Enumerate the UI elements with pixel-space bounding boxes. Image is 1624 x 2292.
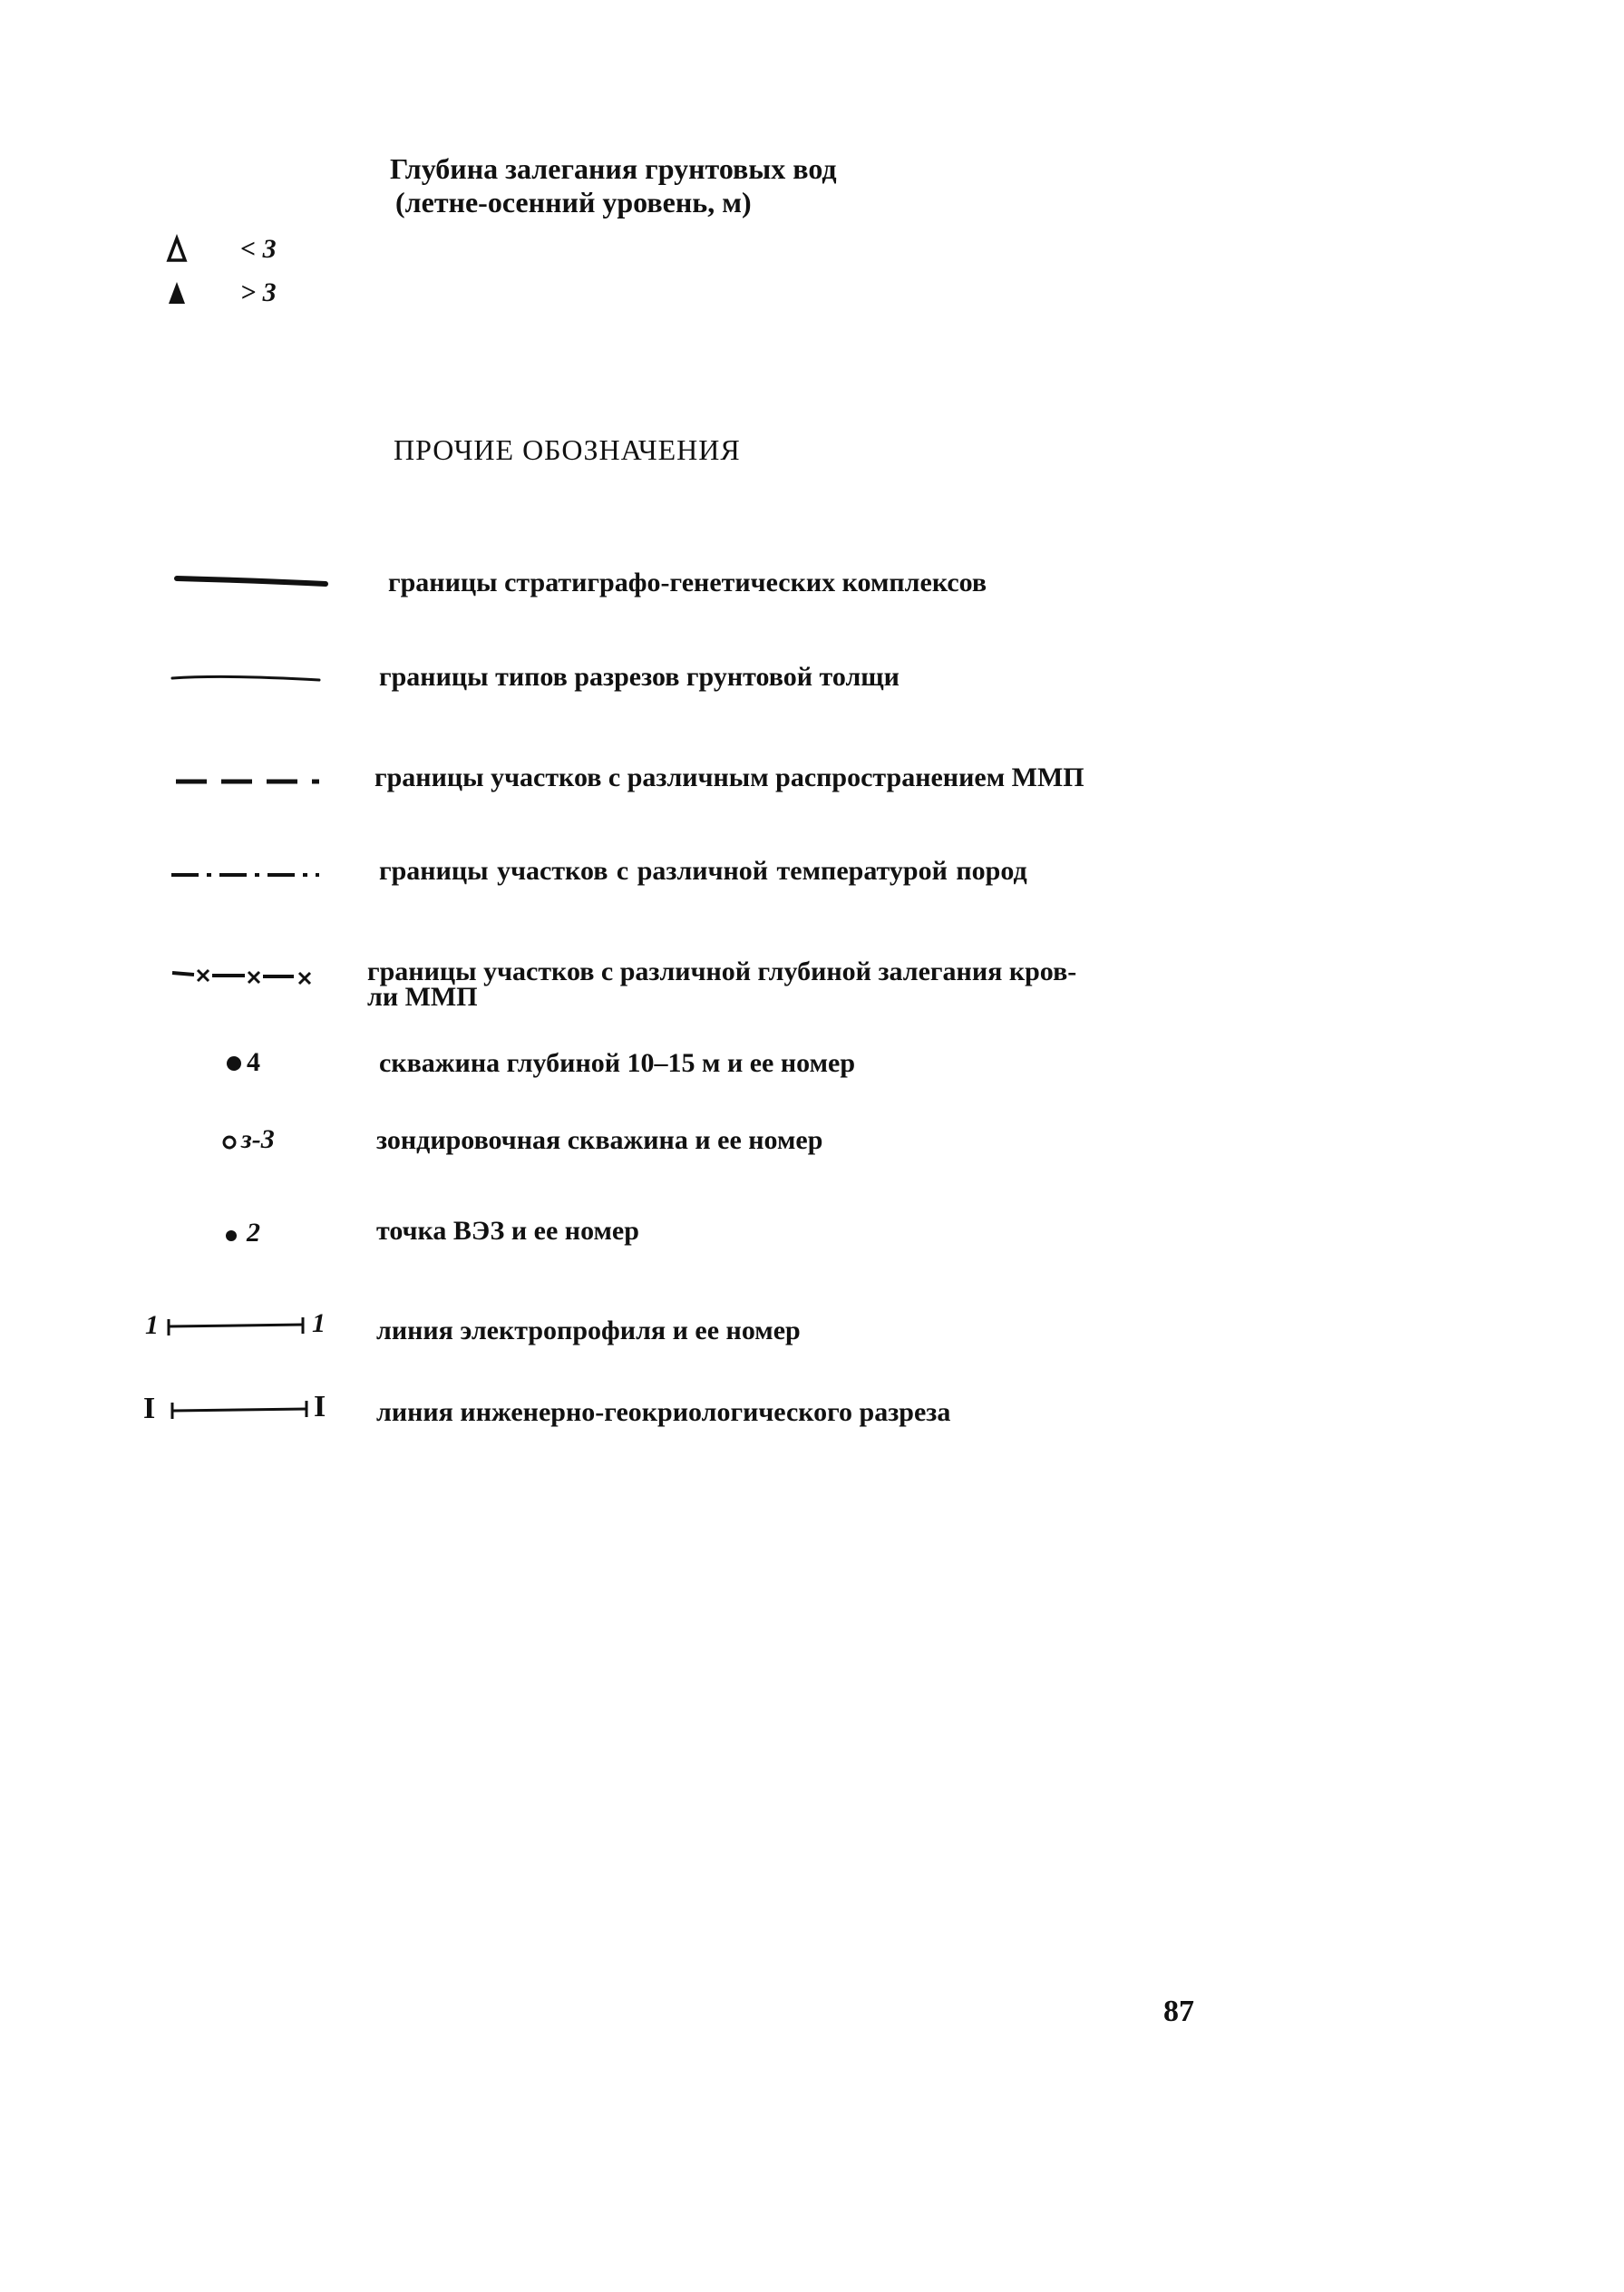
groundwater-title — [390, 152, 837, 219]
triangle-outline-icon — [166, 236, 188, 263]
section-line-number-right: I — [314, 1390, 326, 1423]
groundwater-value-2: > 3 — [240, 277, 277, 307]
section-line-number-left: I — [143, 1392, 156, 1425]
profile-line-number-left: 1 — [145, 1310, 159, 1340]
section-line-icon — [169, 1397, 314, 1424]
legend-label-ves-point: точка ВЭЗ и ее номер — [376, 1216, 639, 1246]
thin-line-icon — [170, 669, 325, 687]
dashed-line-icon — [174, 772, 328, 791]
thick-line-icon — [175, 573, 329, 591]
profile-line-number-right: 1 — [312, 1308, 326, 1338]
groundwater-value-1: < 3 — [240, 234, 277, 264]
legend-label-thin-line: границы типов разрезов грунтовой толщи — [379, 662, 900, 692]
sounding-borehole-number: з-3 — [241, 1124, 275, 1154]
legend-label-x-line-2: ли ММП — [367, 982, 478, 1012]
ves-point-number: 2 — [247, 1218, 260, 1248]
legend-label-dashed-line: границы участков с различным распространением ММП — [374, 762, 1084, 792]
legend-label-thick-line: границы стратиграфо-генетических комплексов — [388, 568, 987, 597]
triangle-filled-icon — [166, 279, 188, 306]
legend-label-dash-dot-line: границы участков с различной температурой пород — [379, 856, 1027, 886]
borehole-number: 4 — [247, 1047, 260, 1077]
legend-label-sounding-borehole: зондировочная скважина и ее номер — [376, 1125, 823, 1155]
groundwater-title-line2: (летне-осенний уровень, м) — [395, 185, 752, 219]
profile-line-icon — [165, 1312, 310, 1339]
open-circle-icon — [221, 1133, 239, 1151]
legend-label-x-line — [367, 958, 1076, 1011]
legend-label-borehole: скважина глубиной 10–15 м и ее номер — [379, 1048, 856, 1078]
legend-label-section-line: линия инженерно-геокриологического разреза — [376, 1397, 951, 1427]
other-heading: ПРОЧИЕ ОБОЗНАЧЕНИЯ — [394, 433, 741, 466]
legend-label-x-line-1: границы участков с различной глубиной залегания кров- — [367, 957, 1077, 986]
x-line-icon — [170, 965, 329, 988]
groundwater-title-line1: Глубина залегания грунтовых вод — [390, 152, 837, 185]
small-dot-icon — [225, 1229, 239, 1243]
dash-dot-line-icon — [170, 866, 328, 884]
legend-label-profile-line: линия электропрофиля и ее номер — [376, 1316, 801, 1345]
page-number: 87 — [1163, 1995, 1194, 2028]
filled-dot-icon — [225, 1054, 243, 1073]
